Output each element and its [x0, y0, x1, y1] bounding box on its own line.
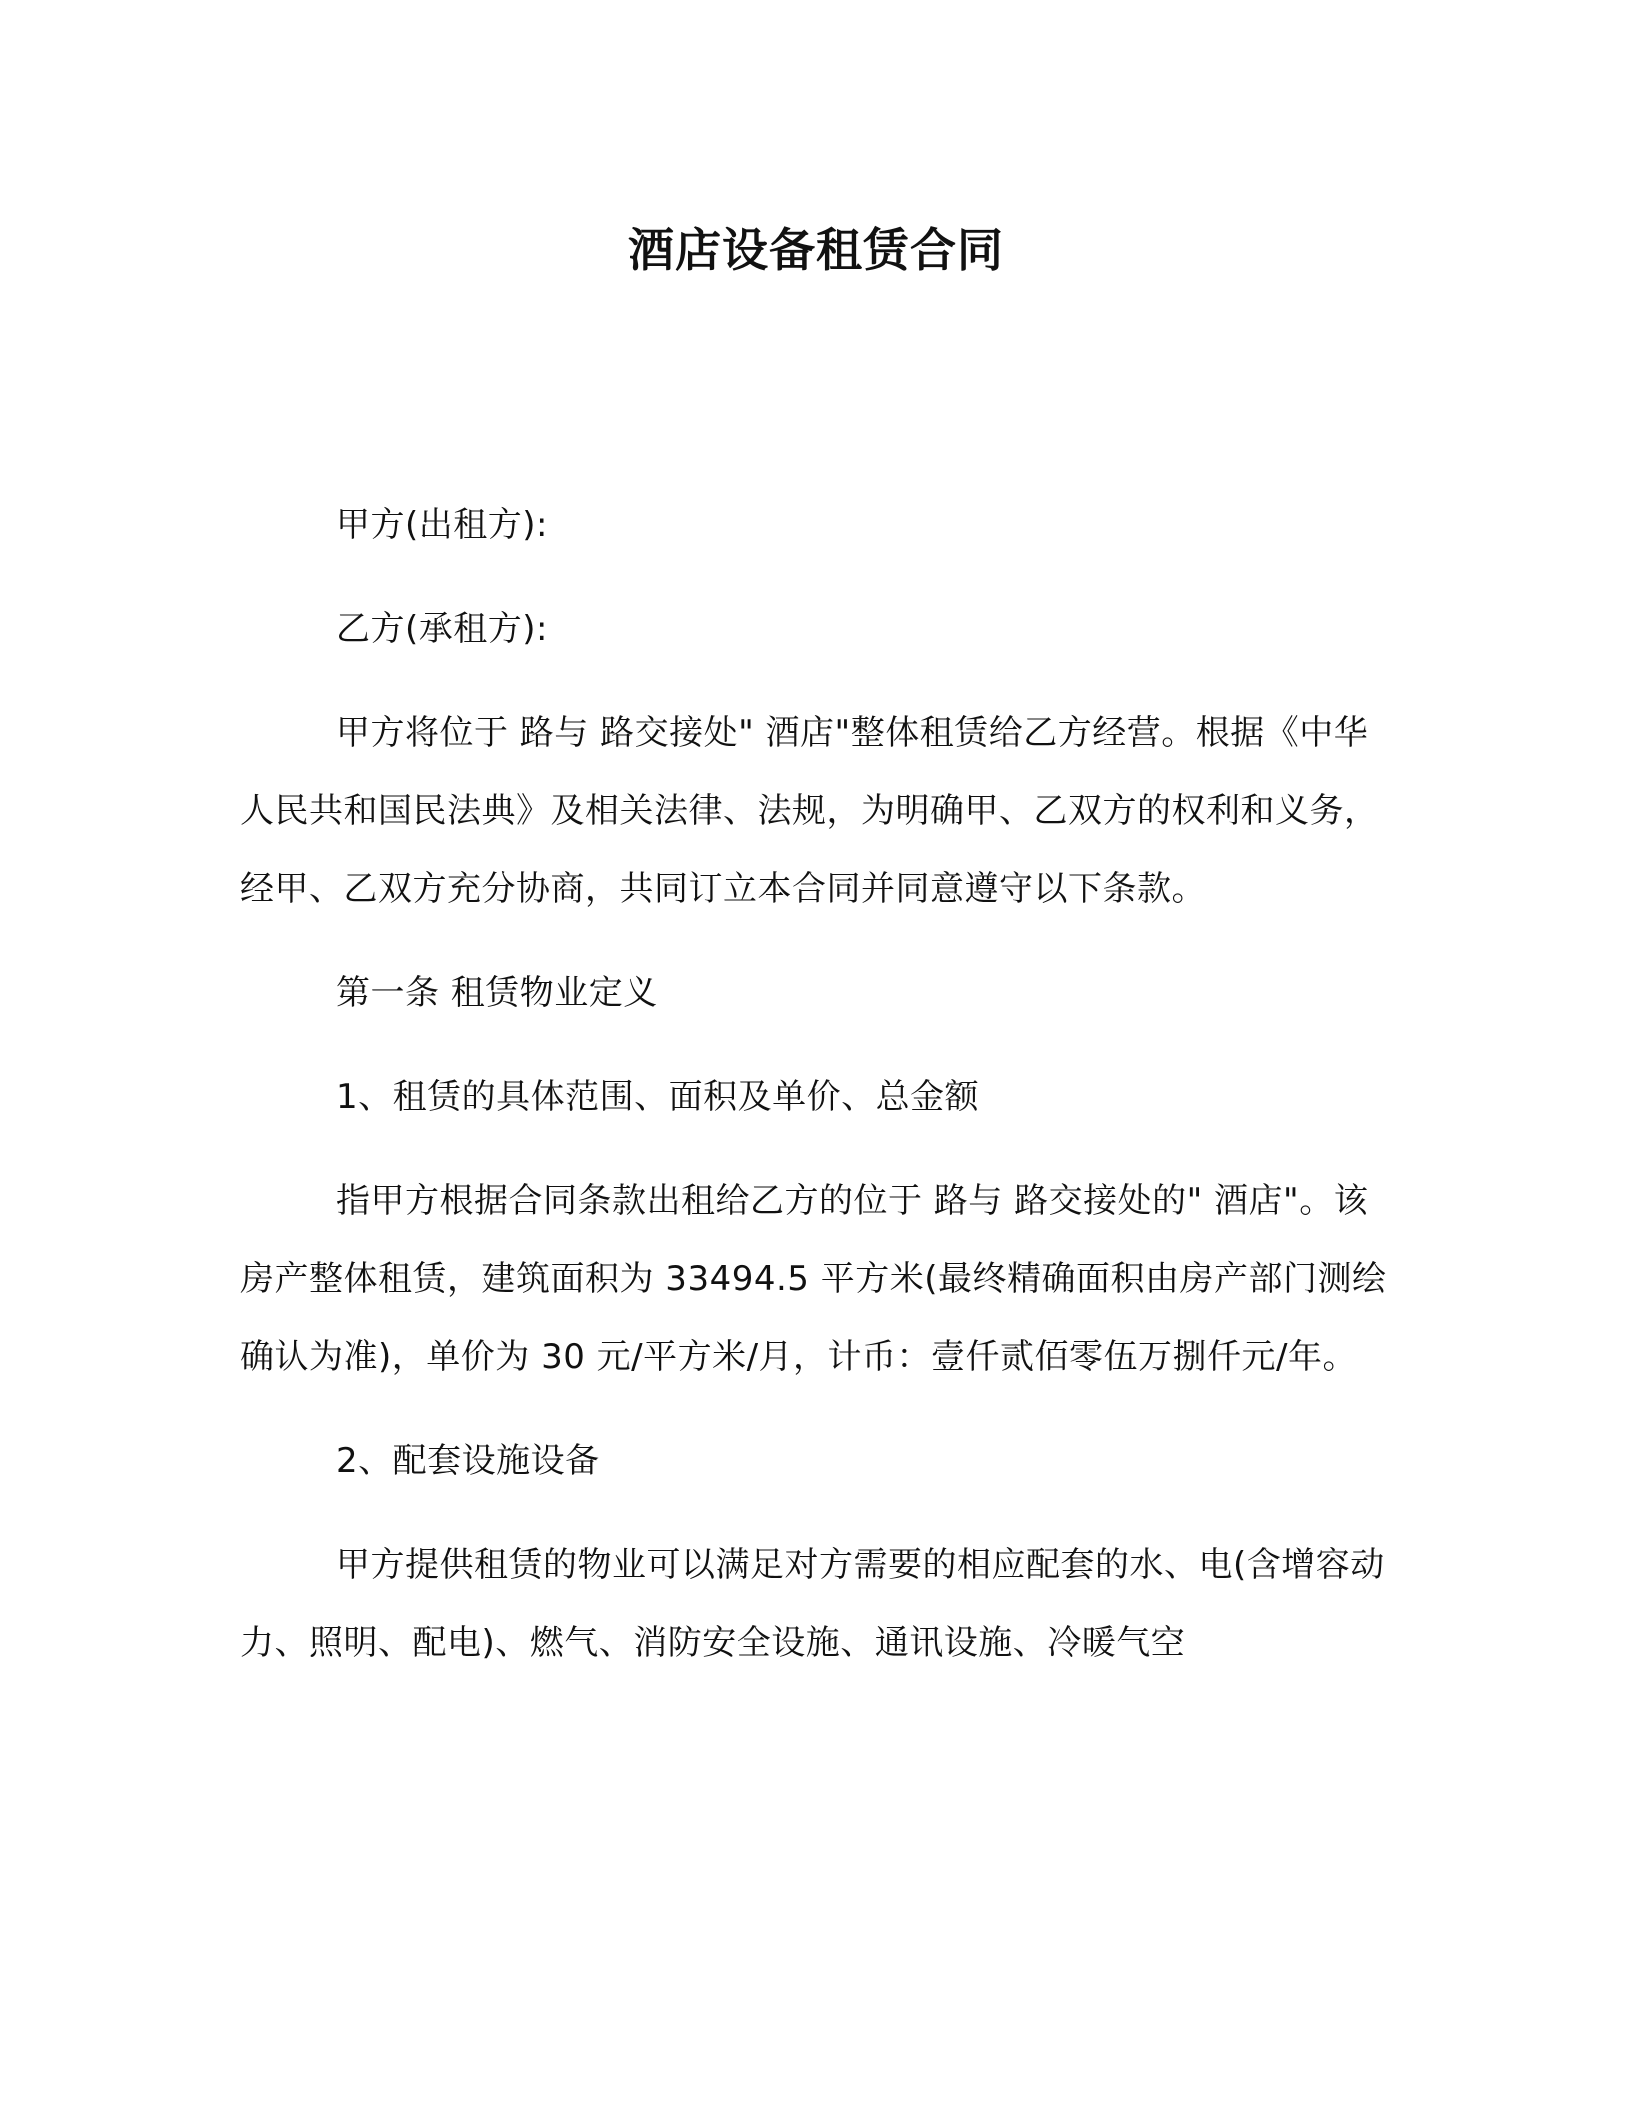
document-body — [240, 486, 1390, 1682]
party-b-line: 乙方(承租方): — [336, 609, 548, 649]
item-1-heading: 1、租赁的具体范围、面积及单价、总金额 — [336, 1077, 980, 1117]
party-a-line: 甲方(出租方): — [336, 505, 548, 545]
article-1-heading: 第一条 租赁物业定义 — [336, 973, 658, 1013]
item-2-heading: 2、配套设施设备 — [336, 1441, 600, 1481]
intro-paragraph: 甲方将位于 路与 路交接处" 酒店"整体租赁给乙方经营。根据《中华人民共和国民法典》及相关法律、法规，为明确甲、乙双方的权利和义务，经甲、乙双方充分协商，共同订立本合同并同意遵守以下条款。 — [240, 713, 1379, 909]
document-title: 酒店设备租赁合同 — [628, 223, 1004, 277]
item-2-paragraph: 甲方提供租赁的物业可以满足对方需要的相应配套的水、电(含增容动力、照明、配电)、燃气、消防安全设施、通讯设施、冷暖气空 — [240, 1545, 1385, 1663]
item-1-paragraph: 指甲方根据合同条款出租给乙方的位于 路与 路交接处的" 酒店"。该房产整体租赁，建筑面积为 33494.5 平方米(最终精确面积由房产部门测绘确认为准)，单价为 30 元/平方米/月，计币：壹仟贰佰零伍万捌仟元/年。 — [240, 1181, 1387, 1377]
